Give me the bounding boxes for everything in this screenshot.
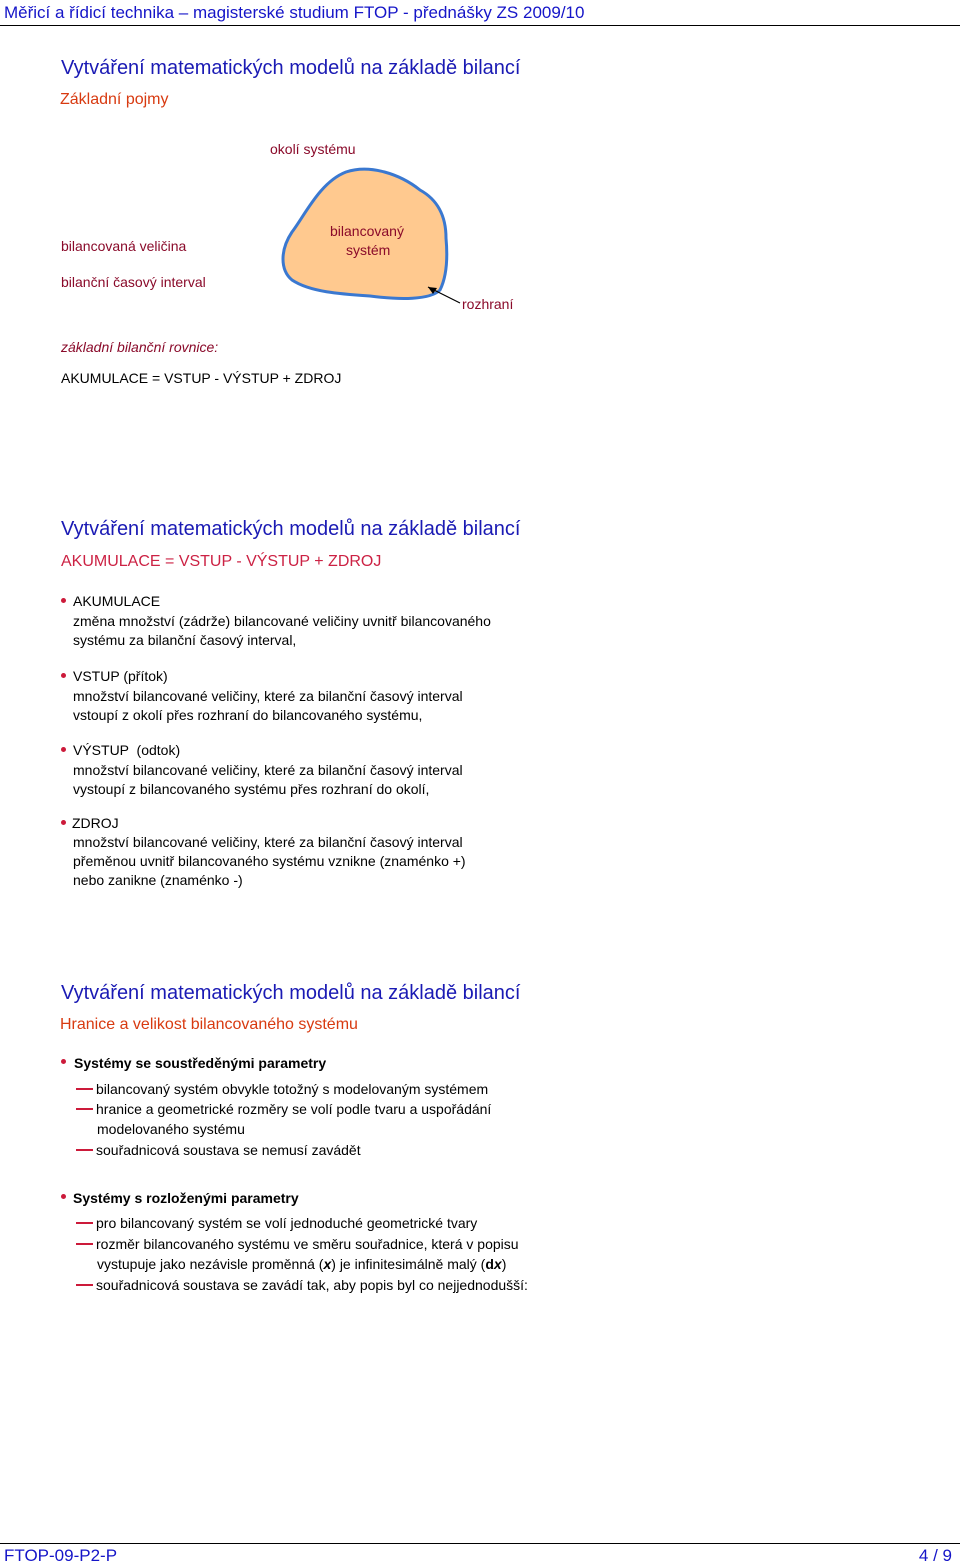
- item-vstup-head: VSTUP (přítok): [73, 668, 168, 684]
- group1-head: Systémy se soustředěnými parametry: [74, 1055, 327, 1071]
- group1-item-cont: modelovaného systému: [97, 1121, 245, 1137]
- footer-rule: [0, 1543, 960, 1544]
- dash-icon: [76, 1088, 93, 1090]
- label-system-line1: bilancovaný: [330, 223, 404, 239]
- label-system-line2: systém: [346, 242, 391, 258]
- bullet-icon: [61, 673, 66, 678]
- dash-icon: [76, 1243, 93, 1245]
- dash-icon: [76, 1222, 93, 1224]
- system-diagram: [270, 160, 570, 320]
- dash-icon: [76, 1149, 93, 1151]
- bullet-icon: [61, 1194, 66, 1199]
- item-zdroj-line: nebo zanikne (znaménko -): [73, 872, 243, 888]
- group1-item: souřadnicová soustava se nemusí zavádět: [96, 1142, 361, 1158]
- item-akumulace-head: AKUMULACE: [73, 593, 161, 609]
- item-vstup-line: vstoupí z okolí přes rozhraní do bilancovaného systému,: [73, 707, 423, 723]
- item-vystup-line: množství bilancované veličiny, které za bilanční časový interval: [73, 762, 463, 778]
- equation-label: základní bilanční rovnice:: [61, 339, 219, 355]
- label-rozhrani: rozhraní: [462, 296, 514, 312]
- item-vstup-line: množství bilancované veličiny, které za bilanční časový interval: [73, 688, 463, 704]
- item-akumulace-line: změna množství (zádrže) bilancované veličiny uvnitř bilancovaného: [73, 613, 491, 629]
- dash-icon: [76, 1284, 93, 1286]
- item-vystup-line: vystoupí z bilancovaného systému přes rozhraní do okolí,: [73, 781, 430, 797]
- slide1-title: Vytváření matematických modelů na základě bilancí: [61, 57, 521, 79]
- footer-page-number: 4 / 9: [918, 1546, 952, 1565]
- label-velicina: bilancovaná veličina: [61, 238, 187, 254]
- group2-head: Systémy s rozloženými parametry: [73, 1190, 299, 1206]
- group2-item: pro bilancovaný systém se volí jednoduché geometrické tvary: [96, 1215, 478, 1231]
- slide3-subtitle: Hranice a velikost bilancovaného systému: [60, 1016, 358, 1033]
- bullet-icon: [61, 820, 66, 825]
- footer-doc-id: FTOP-09-P2-P: [4, 1546, 118, 1565]
- item-zdroj-head: ZDROJ: [72, 815, 119, 831]
- group1-item: hranice a geometrické rozměry se volí podle tvaru a uspořádání: [96, 1101, 492, 1117]
- equation: AKUMULACE = VSTUP - VÝSTUP + ZDROJ: [61, 370, 342, 386]
- slide1-subtitle: Základní pojmy: [60, 91, 169, 108]
- bullet-icon: [61, 747, 66, 752]
- group2-item-cont: vystupuje jako nezávisle proměnná (x) je infinitesimálně malý (dx): [97, 1256, 507, 1272]
- item-zdroj-line: přeměnou uvnitř bilancovaného systému vznikne (znaménko +): [73, 853, 466, 869]
- slide2-subtitle: AKUMULACE = VSTUP - VÝSTUP + ZDROJ: [61, 553, 382, 570]
- slide3-title: Vytváření matematických modelů na základě bilancí: [61, 982, 521, 1004]
- group1-item: bilancovaný systém obvykle totožný s modelovaným systémem: [96, 1081, 489, 1097]
- group2-item: souřadnicová soustava se zavádí tak, aby popis byl co nejjednodušší:: [96, 1277, 528, 1293]
- item-akumulace-line: systému za bilanční časový interval,: [73, 632, 297, 648]
- dash-icon: [76, 1108, 93, 1110]
- label-okoli: okolí systému: [270, 141, 356, 157]
- item-zdroj-line: množství bilancované veličiny, které za bilanční časový interval: [73, 834, 463, 850]
- header-rule: [0, 25, 960, 26]
- label-interval: bilanční časový interval: [61, 274, 206, 290]
- page-header-title: Měřicí a řídicí technika – magisterské studium FTOP - přednášky ZS 2009/10: [4, 3, 585, 22]
- item-vystup-head: VÝSTUP (odtok): [73, 742, 181, 758]
- slide2-title: Vytváření matematických modelů na základě bilancí: [61, 518, 521, 540]
- bullet-icon: [61, 598, 66, 603]
- bullet-icon: [61, 1059, 66, 1064]
- group2-item: rozměr bilancovaného systému ve směru souřadnice, která v popisu: [96, 1236, 519, 1252]
